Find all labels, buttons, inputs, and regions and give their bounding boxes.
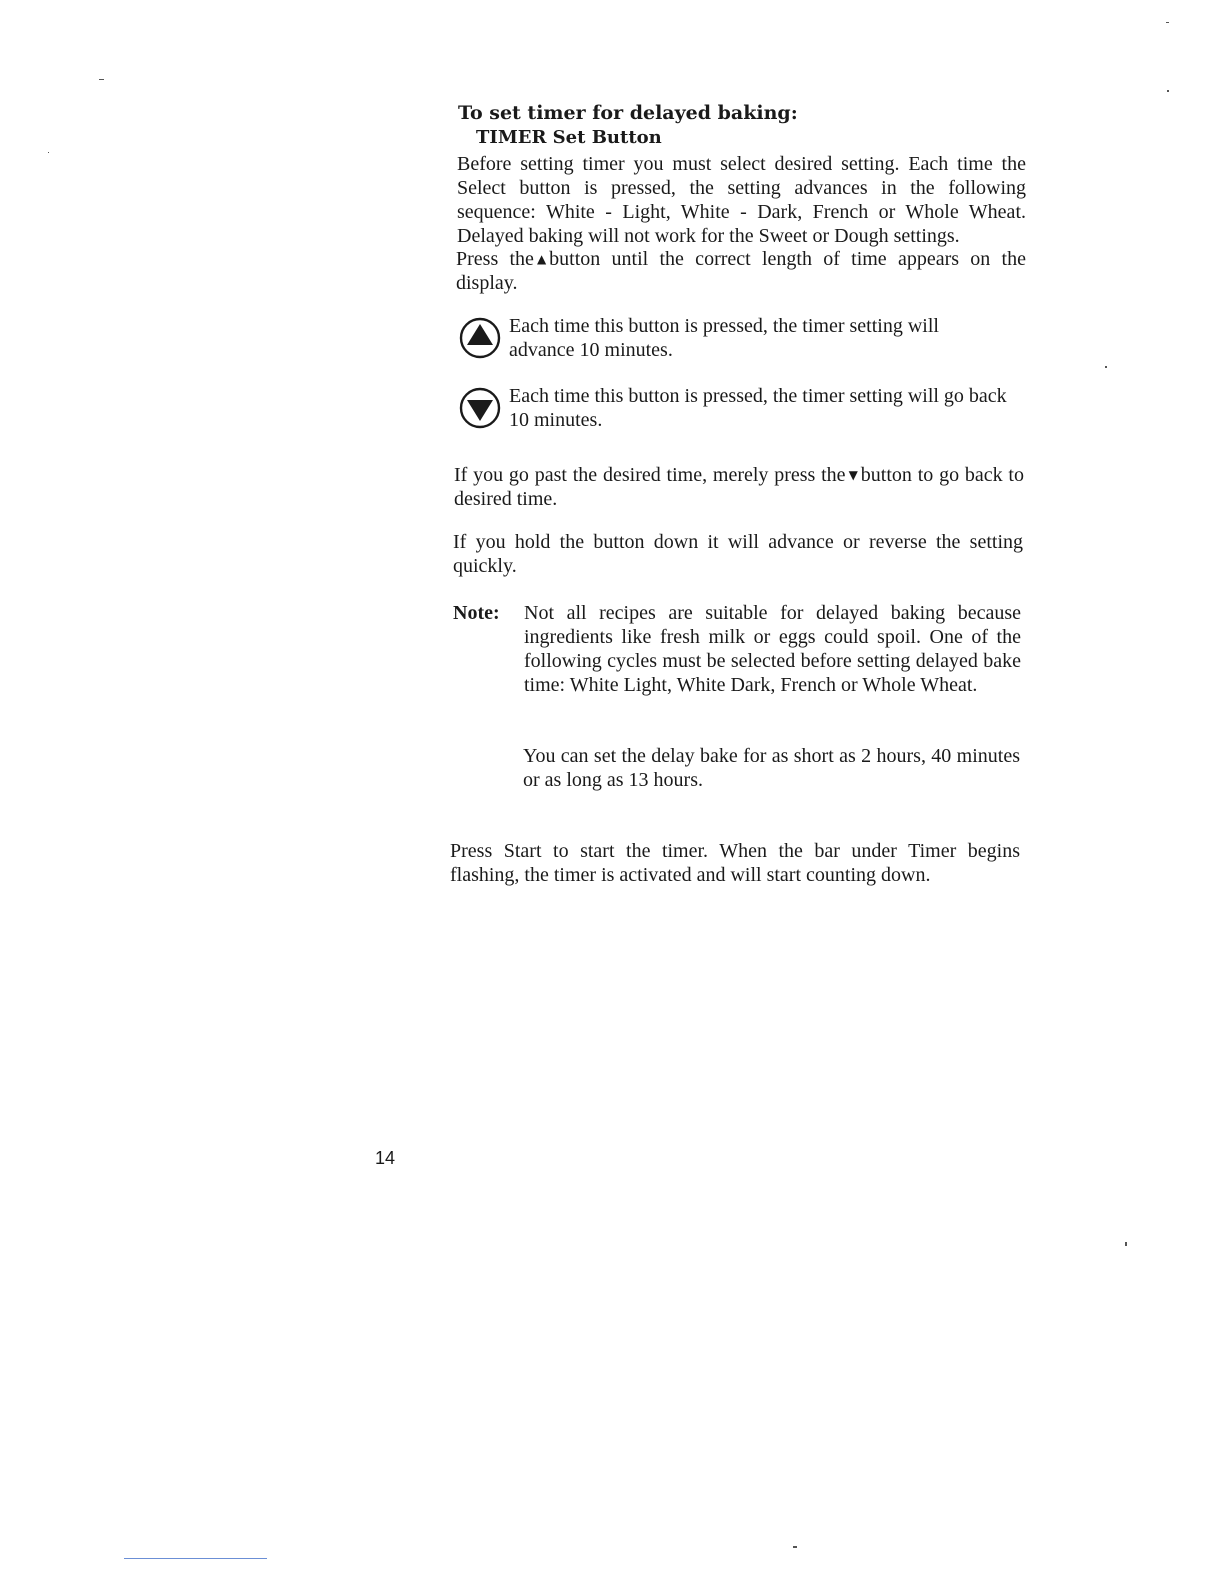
scan-speck — [1166, 22, 1169, 23]
hold-button-paragraph: If you hold the button down it will advance or reverse the setting quickly. — [453, 531, 1023, 577]
note-paragraph: Not all recipes are suitable for delayed baking because ingredients like fresh milk or eggs could spoil. One of the following cycles must be selected before setting delayed bake time: White Light, White Dark, French or Whole Wheat. — [524, 602, 1021, 696]
scan-edge-line — [124, 1558, 267, 1559]
intro-paragraph: Before setting timer you must select desired setting. Each time the Select button is pressed, the setting advances in the following sequence: White - Light, White - Dark, French or Whole Wheat. Delayed baking will not work for the Sweet or Dough settings. — [457, 153, 1026, 247]
delay-range-paragraph: You can set the delay bake for as short as 2 hours, 40 minutes or as long as 13 hours. — [523, 745, 1020, 791]
scan-speck — [99, 79, 104, 80]
scan-speck — [48, 152, 49, 153]
section-subheading: TIMER Set Button — [476, 127, 662, 148]
inline-down-arrow-icon: ▼ — [848, 468, 858, 482]
section-heading: To set timer for delayed baking: — [458, 102, 798, 124]
press-prefix: Press the — [456, 248, 534, 270]
start-timer-paragraph: Press Start to start the timer. When the bar under Timer begins flashing, the timer is activated and will start counting down. — [450, 840, 1020, 886]
past-time-paragraph — [454, 463, 1024, 511]
press-up-paragraph — [456, 247, 1026, 295]
down-button-description: Each time this button is pressed, the timer setting will go back 10 minutes. — [509, 385, 1007, 431]
page-number: 14 — [375, 1148, 396, 1168]
scan-speck — [1105, 366, 1107, 368]
press-suffix: button until the correct length of time appears on the display. — [456, 248, 1026, 294]
up-button-description: Each time this button is pressed, the timer setting will advance 10 minutes. — [509, 315, 939, 361]
scan-speck — [1167, 90, 1169, 92]
down-button-row — [458, 384, 1018, 434]
past-prefix: If you go past the desired time, merely press the — [454, 464, 846, 486]
note-label: Note: — [453, 602, 500, 624]
scan-speck — [1125, 1242, 1127, 1246]
scan-speck — [793, 1546, 797, 1548]
past-suffix: button to go back to desired time. — [454, 464, 1024, 510]
up-button-row — [458, 314, 1018, 364]
up-arrow-circle-icon — [458, 316, 502, 360]
down-arrow-circle-icon — [458, 386, 502, 430]
inline-up-arrow-icon: ▲ — [536, 252, 547, 266]
